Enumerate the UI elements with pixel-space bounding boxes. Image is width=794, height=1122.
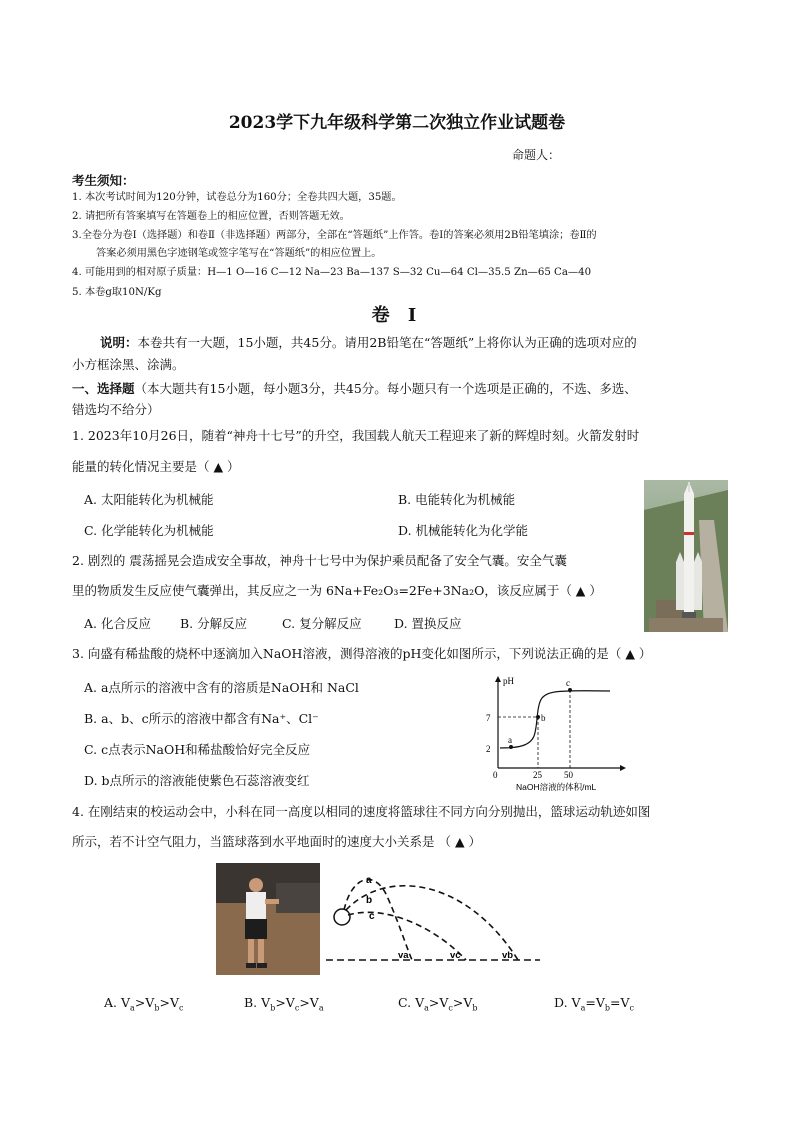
velocity-symbol: V <box>309 995 319 1010</box>
velocity-symbol: V <box>463 995 473 1010</box>
q2-option-c: C. 复分解反应 <box>282 616 362 631</box>
operator: > <box>299 995 310 1010</box>
subscript: b <box>154 1003 160 1013</box>
ph-curve-graph <box>478 670 628 794</box>
q4-option-a <box>104 995 183 1013</box>
velocity-a-label: va <box>398 950 409 961</box>
q4-option-d <box>554 995 634 1013</box>
operator: > <box>159 995 170 1010</box>
subscript: c <box>448 1003 453 1013</box>
basketball-player-photo <box>216 863 320 975</box>
part-one-heading <box>72 381 637 397</box>
option-letter: A. <box>104 995 118 1010</box>
q3-option-c: C. c点表示NaOH和稀盐酸恰好完全反应 <box>84 742 311 757</box>
subscript: b <box>270 1003 276 1013</box>
subscript: a <box>580 1003 586 1013</box>
note-item: 4. 可能用到的相对原子质量：H—1 O—16 C—12 Na—23 Ba—137 S—32 Cu—64 Cl—35.5 Zn—65 Ca—40 <box>72 267 592 278</box>
instruction-text: 本卷共有一大题，15小题，共45分。请用2B铅笔在“答题纸”上将你认为正确的选项对应的 <box>137 335 637 350</box>
operator: > <box>275 995 286 1010</box>
instruction-line-2: 小方框涂黑、涂满。 <box>72 357 185 372</box>
operator: > <box>134 995 146 1010</box>
instruction-label: 说明： <box>100 335 138 350</box>
q1-option-d: D. 机械能转化为化学能 <box>398 523 529 538</box>
q4-stem-1: 4. 在刚结束的校运动会中，小科在同一高度以相同的速度将篮球往不同方向分别抛出，篮球运动轨迹如图 <box>72 804 651 819</box>
x-tick-50: 50 <box>564 770 573 780</box>
y-axis-label: pH <box>503 676 514 686</box>
velocity-symbol: V <box>121 995 131 1010</box>
q1-stem-1: 1. 2023年10月26日，随着“神舟十七号”的升空，我国载人航天工程迎来了新的辉煌时刻。火箭发射时 <box>72 428 640 443</box>
operator: > <box>428 995 440 1010</box>
x-tick-25: 25 <box>533 770 542 780</box>
velocity-symbol: V <box>620 995 630 1010</box>
q2-option-b: B. 分解反应 <box>180 616 248 631</box>
velocity-symbol: V <box>169 995 179 1010</box>
q4-option-c <box>398 995 478 1013</box>
point-b-label: b <box>541 713 546 723</box>
trajectory-a-label: a <box>366 875 372 886</box>
instruction-line <box>100 335 637 351</box>
part-one-line-2: 错选均不给分） <box>72 402 160 417</box>
velocity-symbol: V <box>439 995 449 1010</box>
note-item: 5. 本卷g取10N/Kg <box>72 287 162 298</box>
velocity-symbol: V <box>145 995 155 1010</box>
trajectory-b-label: b <box>366 895 373 906</box>
velocity-symbol: V <box>571 995 581 1010</box>
part-one-label: 一、选择题 <box>72 381 135 396</box>
q3-option-a: A. a点所示的溶液中含有的溶质是NaOH和 NaCl <box>84 680 359 695</box>
note-item: 3.全卷分为卷Ⅰ（选择题）和卷Ⅱ（非选择题）两部分，全部在“答题纸”上作答。卷Ⅰ的答案必须用2B铅笔填涂；卷Ⅱ的 <box>72 230 597 241</box>
velocity-symbol: V <box>415 995 425 1010</box>
q3-option-b: B. a、b、c所示的溶液中都含有Na⁺、Cl⁻ <box>84 711 319 726</box>
operator: > <box>452 995 464 1010</box>
q1-option-c: C. 化学能转化为机械能 <box>84 523 214 538</box>
note-item: 答案必须用黑色字迹钢笔或签字笔写在“答题纸”的相应位置上。 <box>96 248 382 259</box>
x-axis-label: NaOH溶液的体积/mL <box>516 782 597 792</box>
option-letter: B. <box>244 995 258 1010</box>
page-title: 2023学下九年级科学第二次独立作业试题卷 <box>228 113 566 133</box>
y-tick-2: 2 <box>486 744 491 754</box>
velocity-symbol: V <box>285 995 295 1010</box>
subscript: c <box>629 1003 634 1013</box>
q2-option-a: A. 化合反应 <box>84 616 151 631</box>
option-letter: D. <box>554 995 568 1010</box>
q2-option-d: D. 置换反应 <box>394 616 462 631</box>
option-letter: C. <box>398 995 412 1010</box>
q3-option-d: D. b点所示的溶液能使紫色石蕊溶液变红 <box>84 773 310 788</box>
q3-stem: 3. 向盛有稀盐酸的烧杯中逐滴加入NaOH溶液，测得溶液的pH变化如图所示，下列说法正确的是（ ▲ ） <box>72 646 652 661</box>
note-item: 1. 本次考试时间为120分钟，试卷总分为160分；全卷共四大题，35题。 <box>72 192 402 203</box>
velocity-symbol: V <box>261 995 271 1010</box>
trajectory-diagram <box>326 868 548 968</box>
q1-option-a: A. 太阳能转化为机械能 <box>84 492 214 507</box>
note-item: 2. 请把所有答案填写在答题卷上的相应位置，否则答题无效。 <box>72 211 350 222</box>
q2-stem-2: 里的物质发生反应使气囊弹出，其反应之一为 6Na+Fe₂O₃=2Fe+3Na₂O，该反应属于（ ▲ ） <box>72 583 602 598</box>
subscript: a <box>318 1003 324 1013</box>
operator: = <box>610 995 621 1010</box>
subscript: b <box>472 1003 478 1013</box>
y-tick-7: 7 <box>486 713 491 723</box>
section-title: 卷 Ⅰ <box>371 305 423 326</box>
q1-option-b: B. 电能转化为机械能 <box>398 492 516 507</box>
subscript: a <box>424 1003 429 1013</box>
subscript: b <box>604 1003 610 1013</box>
point-c-label: c <box>566 678 570 688</box>
operator: = <box>585 995 596 1010</box>
x-tick-0: 0 <box>493 770 498 780</box>
q2-stem-1: 2. 剧烈的 震荡摇晃会造成安全事故，神舟十七号中为保护乘员配备了安全气囊。安全气囊 <box>72 553 567 568</box>
subscript: c <box>294 1003 300 1013</box>
velocity-b-label: vb <box>502 950 514 961</box>
subscript: c <box>178 1003 184 1013</box>
part-one-text: （本大题共有15小题，每小题3分，共45分。每小题只有一个选项是正确的，不选、多选、 <box>134 381 637 396</box>
q1-stem-2: 能量的转化情况主要是（ ▲ ） <box>72 459 240 474</box>
q4-stem-2: 所示，若不计空气阻力，当篮球落到水平地面时的速度大小关系是 （ ▲ ） <box>72 834 482 849</box>
rocket-launch-image <box>644 480 728 632</box>
notes-heading: 考生须知： <box>72 173 135 188</box>
subscript: a <box>130 1003 135 1013</box>
q4-option-b <box>244 995 324 1013</box>
trajectory-c-label: c <box>369 911 375 922</box>
velocity-c-label: vc <box>450 950 461 961</box>
point-a-label: a <box>508 735 512 745</box>
author-label: 命题人： <box>512 148 561 162</box>
velocity-symbol: V <box>595 995 605 1010</box>
